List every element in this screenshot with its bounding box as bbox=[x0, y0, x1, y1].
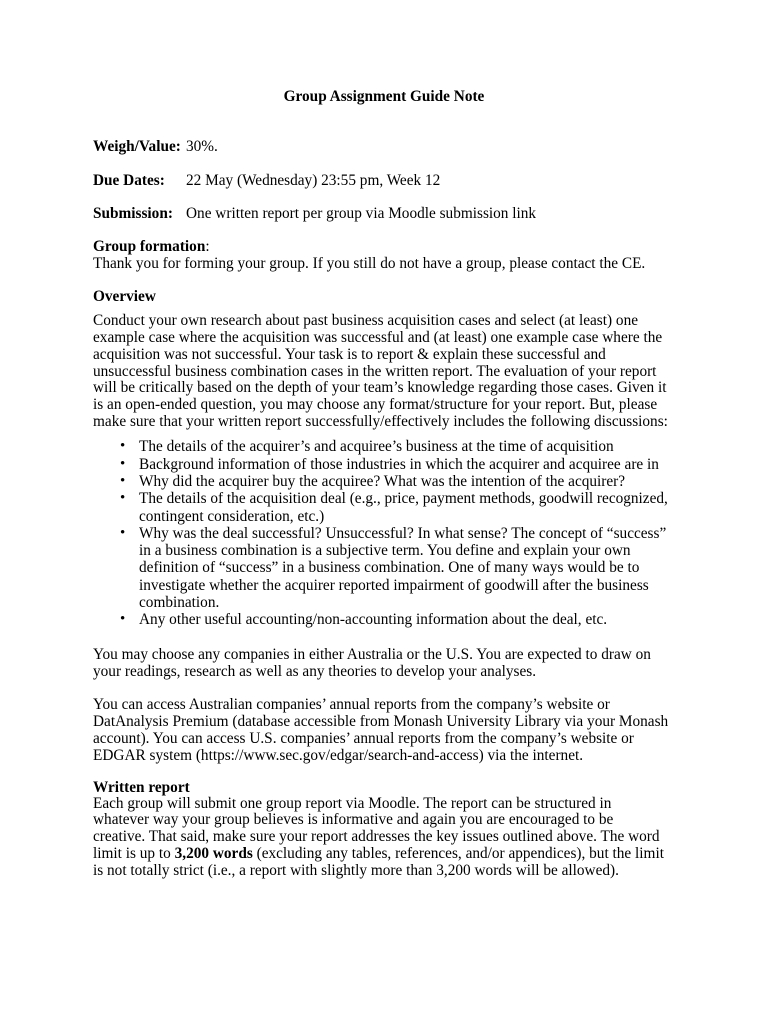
overview-bullet-list bbox=[93, 438, 675, 628]
due-dates-value: 22 May (Wednesday) 23:55 pm, Week 12 bbox=[186, 172, 441, 189]
overview-intro-line: unsuccessful business combination cases in the written report. The evaluation of your report bbox=[93, 362, 657, 380]
bullet-item bbox=[93, 456, 675, 473]
bullet-item bbox=[93, 438, 675, 455]
written-report-limit-line bbox=[93, 846, 675, 863]
bullet-icon: • bbox=[120, 455, 126, 472]
bullet-icon: • bbox=[120, 611, 126, 628]
bullet-text-line: investigate whether the acquirer reported impairment of goodwill after the business bbox=[139, 576, 649, 594]
written-report-line: is not totally strict (i.e., a report with slightly more than 3,200 words will be allowed). bbox=[93, 861, 619, 879]
written-report-paragraph bbox=[93, 796, 675, 880]
due-dates-row bbox=[93, 172, 675, 189]
overview-intro-line: make sure that your written report successfully/effectively includes the following discussions: bbox=[93, 413, 668, 431]
document-body bbox=[93, 88, 675, 880]
overview-intro-line: Conduct your own research about past business acquisition cases and select (at least) one bbox=[93, 312, 639, 329]
companies-line: You may choose any companies in either Australia or the U.S. You are expected to draw on bbox=[93, 645, 651, 663]
access-line: EDGAR system (https://www.sec.gov/edgar/search-and-access) via the internet. bbox=[93, 746, 584, 764]
bullet-text-line: Any other useful accounting/non-accounting information about the deal, etc. bbox=[139, 611, 608, 629]
written-report-line: creative. That said, make sure your report addresses the key issues outlined above. The word bbox=[93, 828, 660, 846]
written-report-heading bbox=[93, 779, 675, 796]
word-limit: 3,200 words bbox=[174, 845, 253, 863]
bullet-text-line: in a business combination is a subjective term. You define and explain your own bbox=[139, 542, 631, 560]
weigh-value-row bbox=[93, 138, 675, 155]
written-report-heading-text: Written report bbox=[93, 778, 190, 796]
access-line: account). You can access U.S. companies’ annual reports from the company’s website or bbox=[93, 729, 634, 747]
limit-line-end: (excluding any tables, references, and/or appendices), but the limit bbox=[252, 845, 664, 863]
bullet-text-line: The details of the acquirer’s and acquiree’s business at the time of acquisition bbox=[139, 438, 614, 456]
weigh-value-value: 30%. bbox=[186, 138, 218, 155]
submission-label: Submission: bbox=[93, 205, 173, 222]
written-report-line: whatever way your group believes is informative and again you are encouraged to be bbox=[93, 811, 614, 829]
overview-intro-paragraph bbox=[93, 313, 675, 431]
bullet-item bbox=[93, 611, 675, 628]
submission-row bbox=[93, 205, 675, 222]
limit-line-start: limit is up to bbox=[93, 845, 175, 863]
overview-intro-line: will be critically based on the depth of your team’s knowledge regarding those cases. Given it bbox=[93, 379, 667, 397]
bullet-icon: • bbox=[120, 473, 126, 489]
group-formation-heading-text: Group formation bbox=[93, 238, 206, 255]
companies-paragraph bbox=[93, 646, 675, 680]
annual-reports-access-paragraph bbox=[93, 696, 675, 764]
bullet-icon: • bbox=[120, 438, 126, 455]
submission-value: One written report per group via Moodle submission link bbox=[186, 205, 537, 222]
bullet-item bbox=[93, 525, 675, 611]
overview-intro-line: example case where the acquisition was successful and (at least) one example case where the bbox=[93, 328, 663, 346]
written-report-line: Each group will submit one group report via Moodle. The report can be structured in bbox=[93, 794, 612, 812]
bullet-text-line: Why was the deal successful? Unsuccessful? In what sense? The concept of “success” bbox=[139, 524, 667, 542]
weigh-value-label: Weigh/Value: bbox=[93, 138, 181, 155]
bullet-item bbox=[93, 473, 675, 490]
group-formation-colon: : bbox=[205, 238, 210, 255]
group-formation-heading bbox=[93, 238, 675, 255]
overview-heading bbox=[93, 288, 675, 305]
due-dates-label: Due Dates: bbox=[93, 172, 165, 189]
bullet-icon: • bbox=[120, 524, 126, 541]
companies-line: your readings, research as well as any theories to develop your analyses. bbox=[93, 662, 537, 680]
bullet-icon: • bbox=[120, 490, 126, 507]
bullet-text-line: definition of “success” in a business combination. One of many ways would be to bbox=[139, 559, 640, 577]
group-formation-text: Thank you for forming your group. If you still do not have a group, please contact the CE. bbox=[93, 255, 646, 272]
access-line: You can access Australian companies’ annual reports from the company’s website or bbox=[93, 695, 610, 713]
bullet-text-line: Why did the acquirer buy the acquiree? What was the intention of the acquirer? bbox=[139, 473, 626, 490]
bullet-text-line: Background information of those industries in which the acquirer and acquiree are in bbox=[139, 455, 659, 473]
access-line: DatAnalysis Premium (database accessible from Monash University Library via your Monash bbox=[93, 712, 669, 730]
bullet-text-line: combination. bbox=[139, 594, 220, 612]
document-title: Group Assignment Guide Note bbox=[283, 88, 485, 105]
overview-intro-line: is an open-ended question, you may choose any format/structure for your report. But, please bbox=[93, 396, 658, 414]
bullet-item bbox=[93, 490, 675, 525]
bullet-text-line: contingent consideration, etc.) bbox=[139, 507, 325, 525]
bullet-text-line: The details of the acquisition deal (e.g., price, payment methods, goodwill recognized, bbox=[139, 490, 668, 508]
overview-intro-line: acquisition was not successful. Your task is to report & explain these successful and bbox=[93, 345, 606, 363]
overview-heading-text: Overview bbox=[93, 288, 156, 305]
